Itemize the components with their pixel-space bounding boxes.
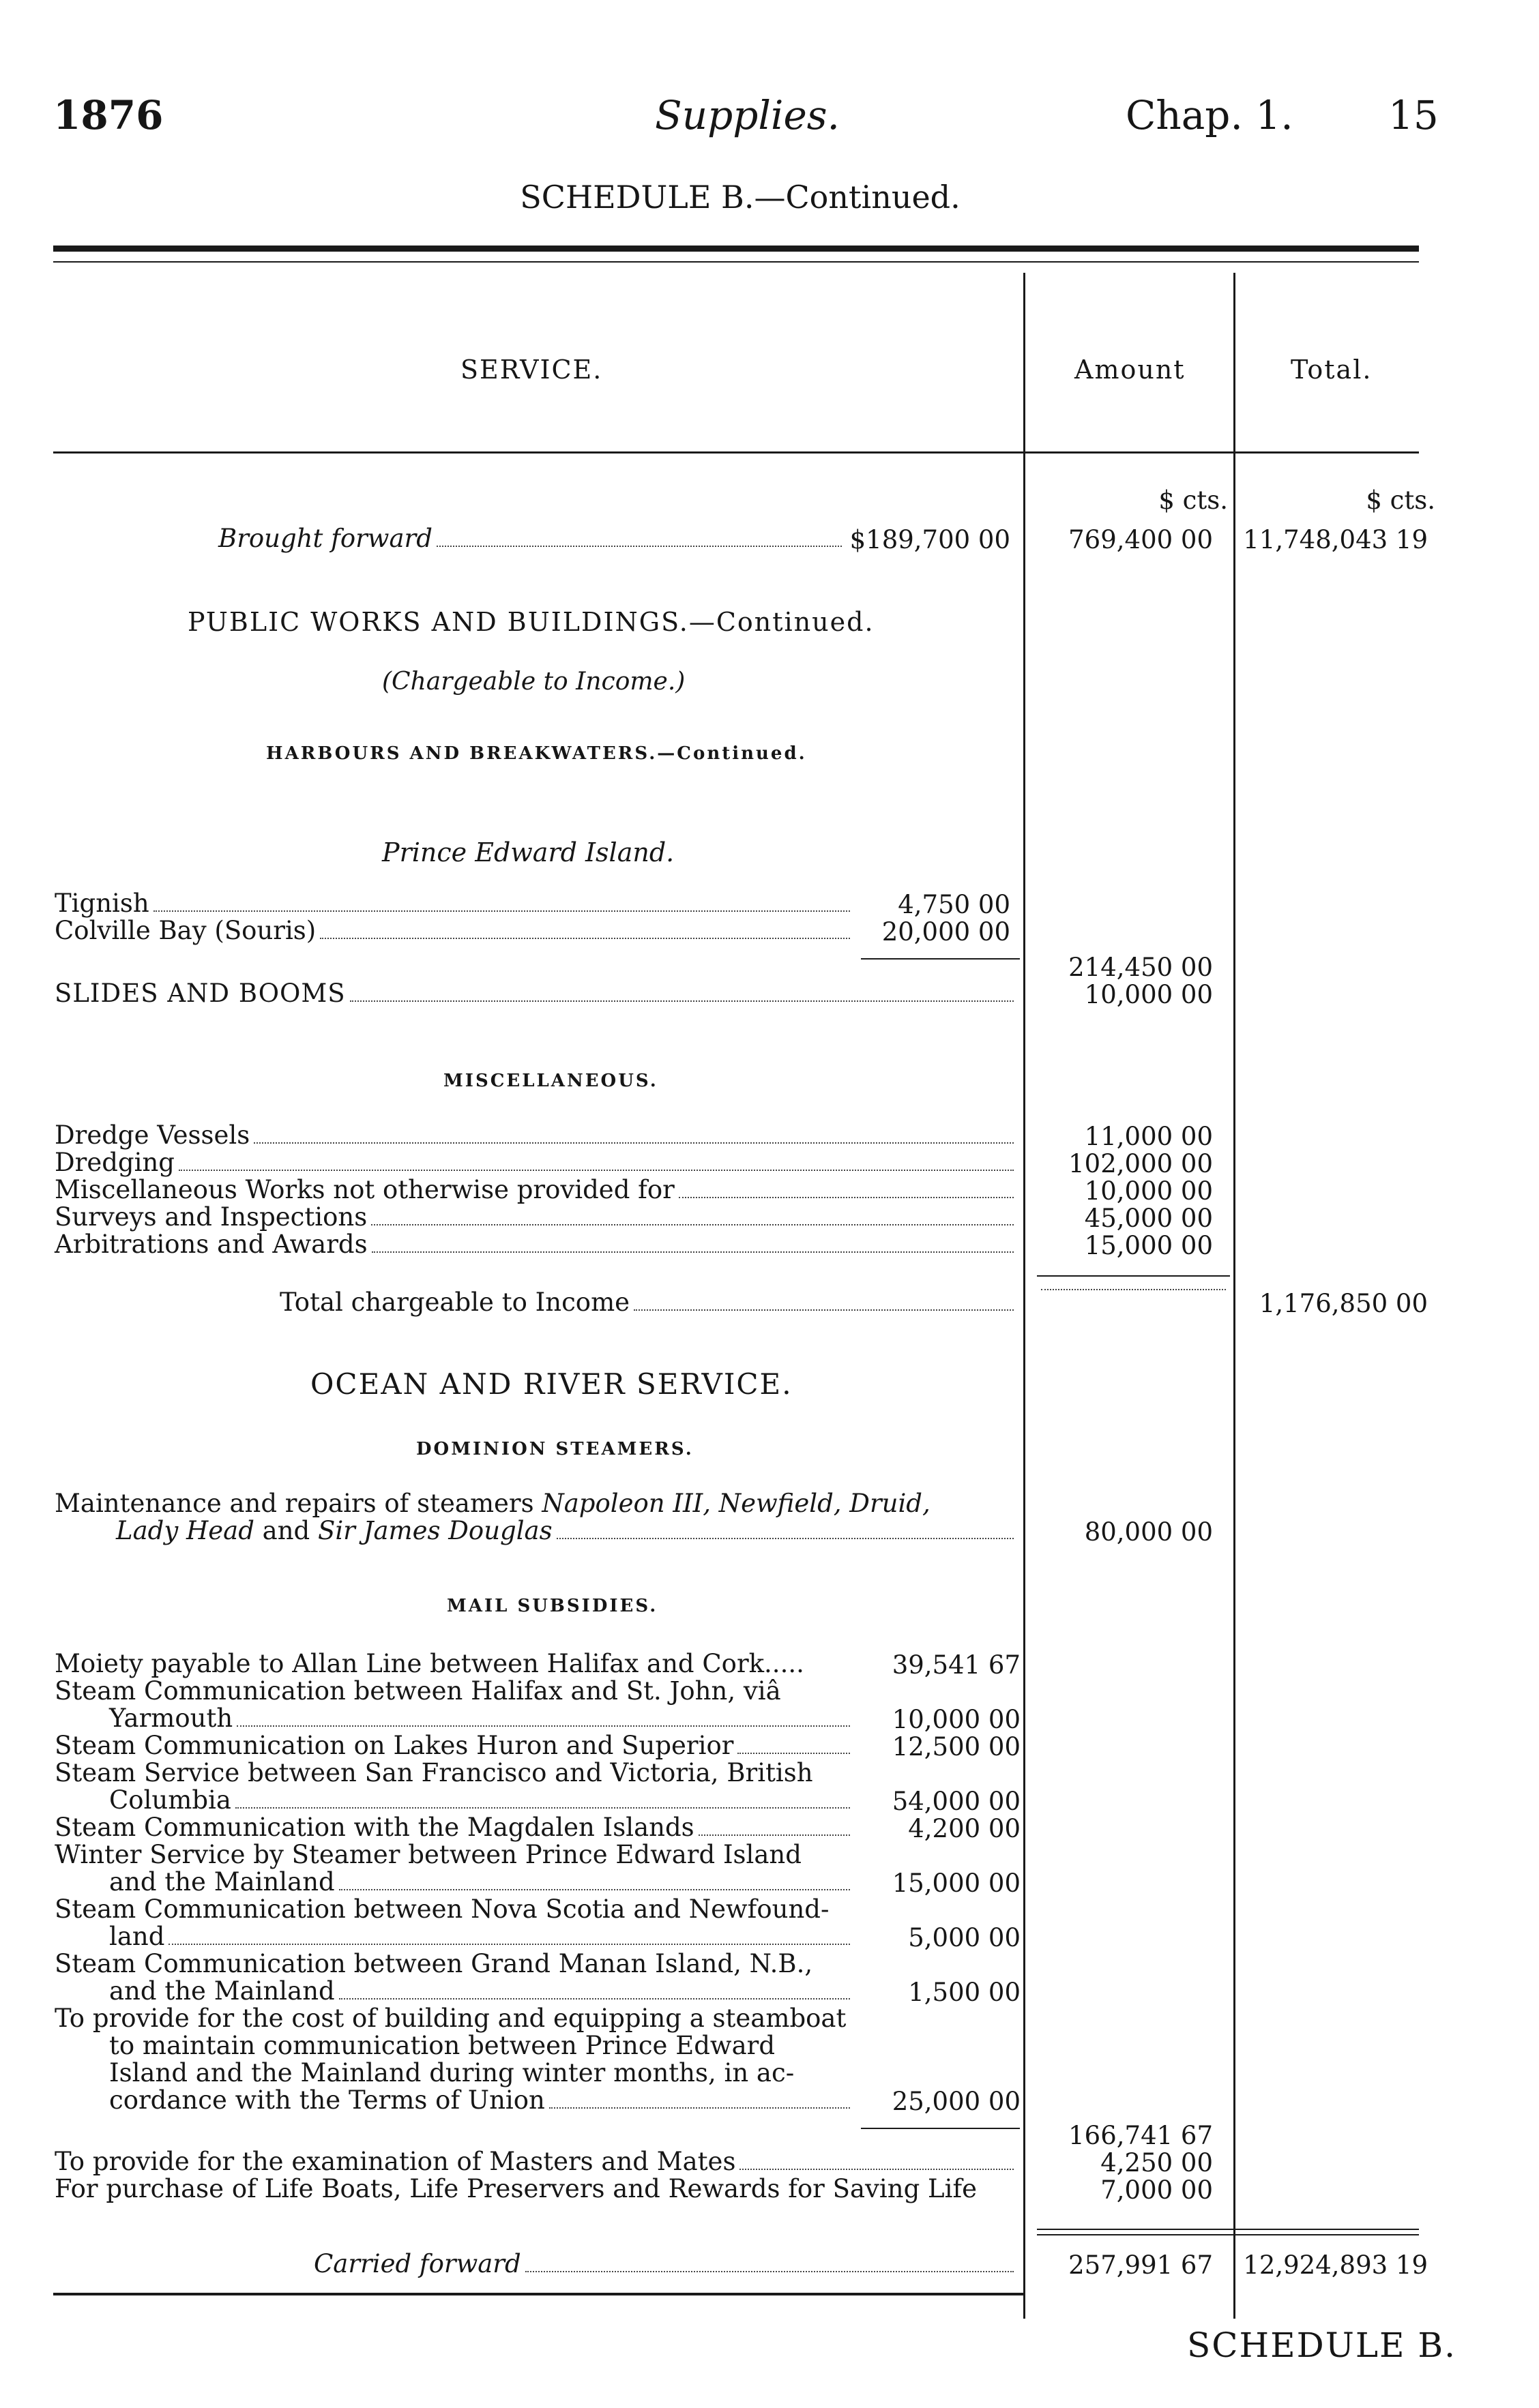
carried-rule-1 <box>1037 2229 1419 2230</box>
pei-item-colville-inner: 20,000 00 <box>881 917 1010 947</box>
mail-item: To provide for the cost of building and equipping a steamboat <box>55 2004 847 2033</box>
pei-item-colville: Colville Bay (Souris) <box>55 917 854 945</box>
total-income-amount-dots <box>1037 1289 1230 1296</box>
mail-item-cont: Columbia <box>109 1787 854 1815</box>
brought-forward-label: Brought forward <box>218 524 433 553</box>
misc-heading: MISCELLANEOUS. <box>443 1071 658 1091</box>
misc-item: Miscellaneous Works not otherwise provided for <box>55 1176 1018 1204</box>
mail-item-cont: to maintain communication between Prince Edward <box>109 2031 776 2060</box>
mail-item-inner: 25,000 00 <box>892 2087 1021 2116</box>
total-column-header: Total. <box>1291 355 1373 385</box>
misc-item: Dredging <box>55 1149 1018 1177</box>
pei-subtotal-rule <box>861 958 1020 960</box>
misc-item-amount: 15,000 00 <box>1084 1231 1213 1260</box>
mail-item-inner: 5,000 00 <box>908 1923 1021 1952</box>
total-income-total: 1,176,850 00 <box>1259 1289 1428 1318</box>
misc-item: Surveys and Inspections <box>55 1204 1018 1232</box>
pei-subtotal: 214,450 00 <box>1068 953 1213 982</box>
maintenance-amount: 80,000 00 <box>1084 1517 1213 1547</box>
misc-item-amount: 45,000 00 <box>1084 1204 1213 1233</box>
top-rule-thin <box>53 261 1419 263</box>
mail-item-cont: and the Mainland <box>109 1869 854 1897</box>
mail-subsidies-heading: MAIL SUBSIDIES. <box>447 1596 658 1616</box>
total-currency-label: $ cts. <box>1366 486 1435 515</box>
mail-item: Steam Communication on Lakes Huron and Superior <box>55 1732 854 1760</box>
brought-forward-total: 11,748,043 19 <box>1243 525 1428 554</box>
mail-item: Steam Service between San Francisco and Victoria, British <box>55 1758 813 1787</box>
mail-item-inner: 4,200 00 <box>908 1814 1021 1843</box>
misc-item-amount: 10,000 00 <box>1084 1176 1213 1206</box>
amount-column-divider <box>1023 273 1025 2319</box>
header-title: Supplies. <box>655 92 840 138</box>
service-column-header: SERVICE. <box>460 355 603 385</box>
total-column-divider <box>1233 273 1235 2319</box>
harbours-heading: HARBOURS AND BREAKWATERS.—Continued. <box>266 743 807 764</box>
mail-item-cont: Yarmouth <box>109 1705 854 1733</box>
carried-forward-amount: 257,991 67 <box>1068 2250 1213 2280</box>
mail-item-inner: 1,500 00 <box>908 1978 1021 2007</box>
ocean-heading: OCEAN AND RIVER SERVICE. <box>310 1367 793 1401</box>
mail-item-inner: 15,000 00 <box>892 1869 1021 1898</box>
amount-column-header: Amount <box>1074 355 1186 385</box>
dominion-steamers-heading: DOMINION STEAMERS. <box>416 1439 694 1459</box>
mail-item: Steam Communication between Grand Manan Island, N.B., <box>55 1949 813 1978</box>
examination-amount: 4,250 00 <box>1100 2148 1213 2177</box>
mail-item-cont: land <box>109 1923 854 1951</box>
pei-heading: Prince Edward Island. <box>382 837 675 867</box>
footer-catchword: SCHEDULE B. <box>1187 2325 1457 2365</box>
header-page-number: 15 <box>1388 92 1439 138</box>
maintenance-line-1: Maintenance and repairs of steamers Napoleon III, Newfield, Druid, <box>55 1489 930 1518</box>
pei-item-tignish-inner: 4,750 00 <box>898 890 1010 919</box>
top-rule-thick <box>53 246 1419 252</box>
misc-subtotal-rule <box>1037 1275 1230 1277</box>
lifeboats-row: For purchase of Life Boats, Life Preservers and Rewards for Saving Life <box>55 2174 978 2203</box>
misc-item: Arbitrations and Awards <box>55 1231 1018 1259</box>
mail-item-cont: cordance with the Terms of Union <box>109 2087 854 2115</box>
amount-currency-label: $ cts. <box>1158 486 1228 515</box>
carried-forward-total: 12,924,893 19 <box>1243 2250 1428 2280</box>
carried-forward-row: Carried forward <box>314 2250 1018 2278</box>
misc-item-amount: 102,000 00 <box>1068 1149 1213 1178</box>
mail-item: Steam Communication between Halifax and St. John, viâ <box>55 1676 781 1706</box>
mail-item-inner: 39,541 67 <box>892 1650 1021 1680</box>
mail-item: Winter Service by Steamer between Prince Edward Island <box>55 1840 802 1869</box>
mail-item-inner: 12,500 00 <box>892 1732 1021 1762</box>
schedule-title: SCHEDULE B.—Continued. <box>520 179 961 215</box>
lifeboats-amount: 7,000 00 <box>1100 2175 1213 2205</box>
brought-forward-row <box>218 525 846 553</box>
bottom-rule <box>53 2293 1025 2295</box>
maintenance-ships: Napoleon III, Newfield, Druid, <box>542 1489 930 1518</box>
mail-item-inner: 54,000 00 <box>892 1787 1021 1816</box>
misc-item: Dredge Vessels <box>55 1122 1018 1150</box>
mail-item: Steam Communication between Nova Scotia and Newfound- <box>55 1894 830 1924</box>
mail-item-inner: 10,000 00 <box>892 1705 1021 1734</box>
total-income-row: Total chargeable to Income <box>280 1289 1018 1317</box>
mail-item: Steam Communication with the Magdalen Islands <box>55 1814 854 1842</box>
brought-forward-amount: 769,400 00 <box>1068 525 1213 554</box>
public-works-heading: PUBLIC WORKS AND BUILDINGS.—Continued. <box>188 607 875 637</box>
brought-forward-inner: $189,700 00 <box>849 525 1010 554</box>
header-chapter: Chap. 1. <box>1126 92 1293 138</box>
header-year: 1876 <box>53 92 164 138</box>
chargeable-note: (Chargeable to Income.) <box>382 668 686 696</box>
mail-subtotal: 166,741 67 <box>1068 2121 1213 2150</box>
examination-row: To provide for the examination of Masters and Mates <box>55 2148 1018 2176</box>
misc-item-amount: 11,000 00 <box>1084 1122 1213 1151</box>
maintenance-line-2: Lady Head and Sir James Douglas <box>116 1517 1018 1545</box>
header-bottom-rule <box>53 451 1419 454</box>
carried-rule-2 <box>1037 2234 1419 2235</box>
slides-booms-row: SLIDES AND BOOMS <box>55 980 1018 1008</box>
slides-booms-amount: 10,000 00 <box>1084 980 1213 1009</box>
mail-item-cont: and the Mainland <box>109 1978 854 2006</box>
pei-item-tignish: Tignish <box>55 890 854 918</box>
mail-item-cont: Island and the Mainland during winter months, in ac- <box>109 2058 795 2087</box>
mail-subtotal-rule <box>861 2128 1020 2129</box>
mail-item: Moiety payable to Allan Line between Halifax and Cork..... <box>55 1649 804 1678</box>
